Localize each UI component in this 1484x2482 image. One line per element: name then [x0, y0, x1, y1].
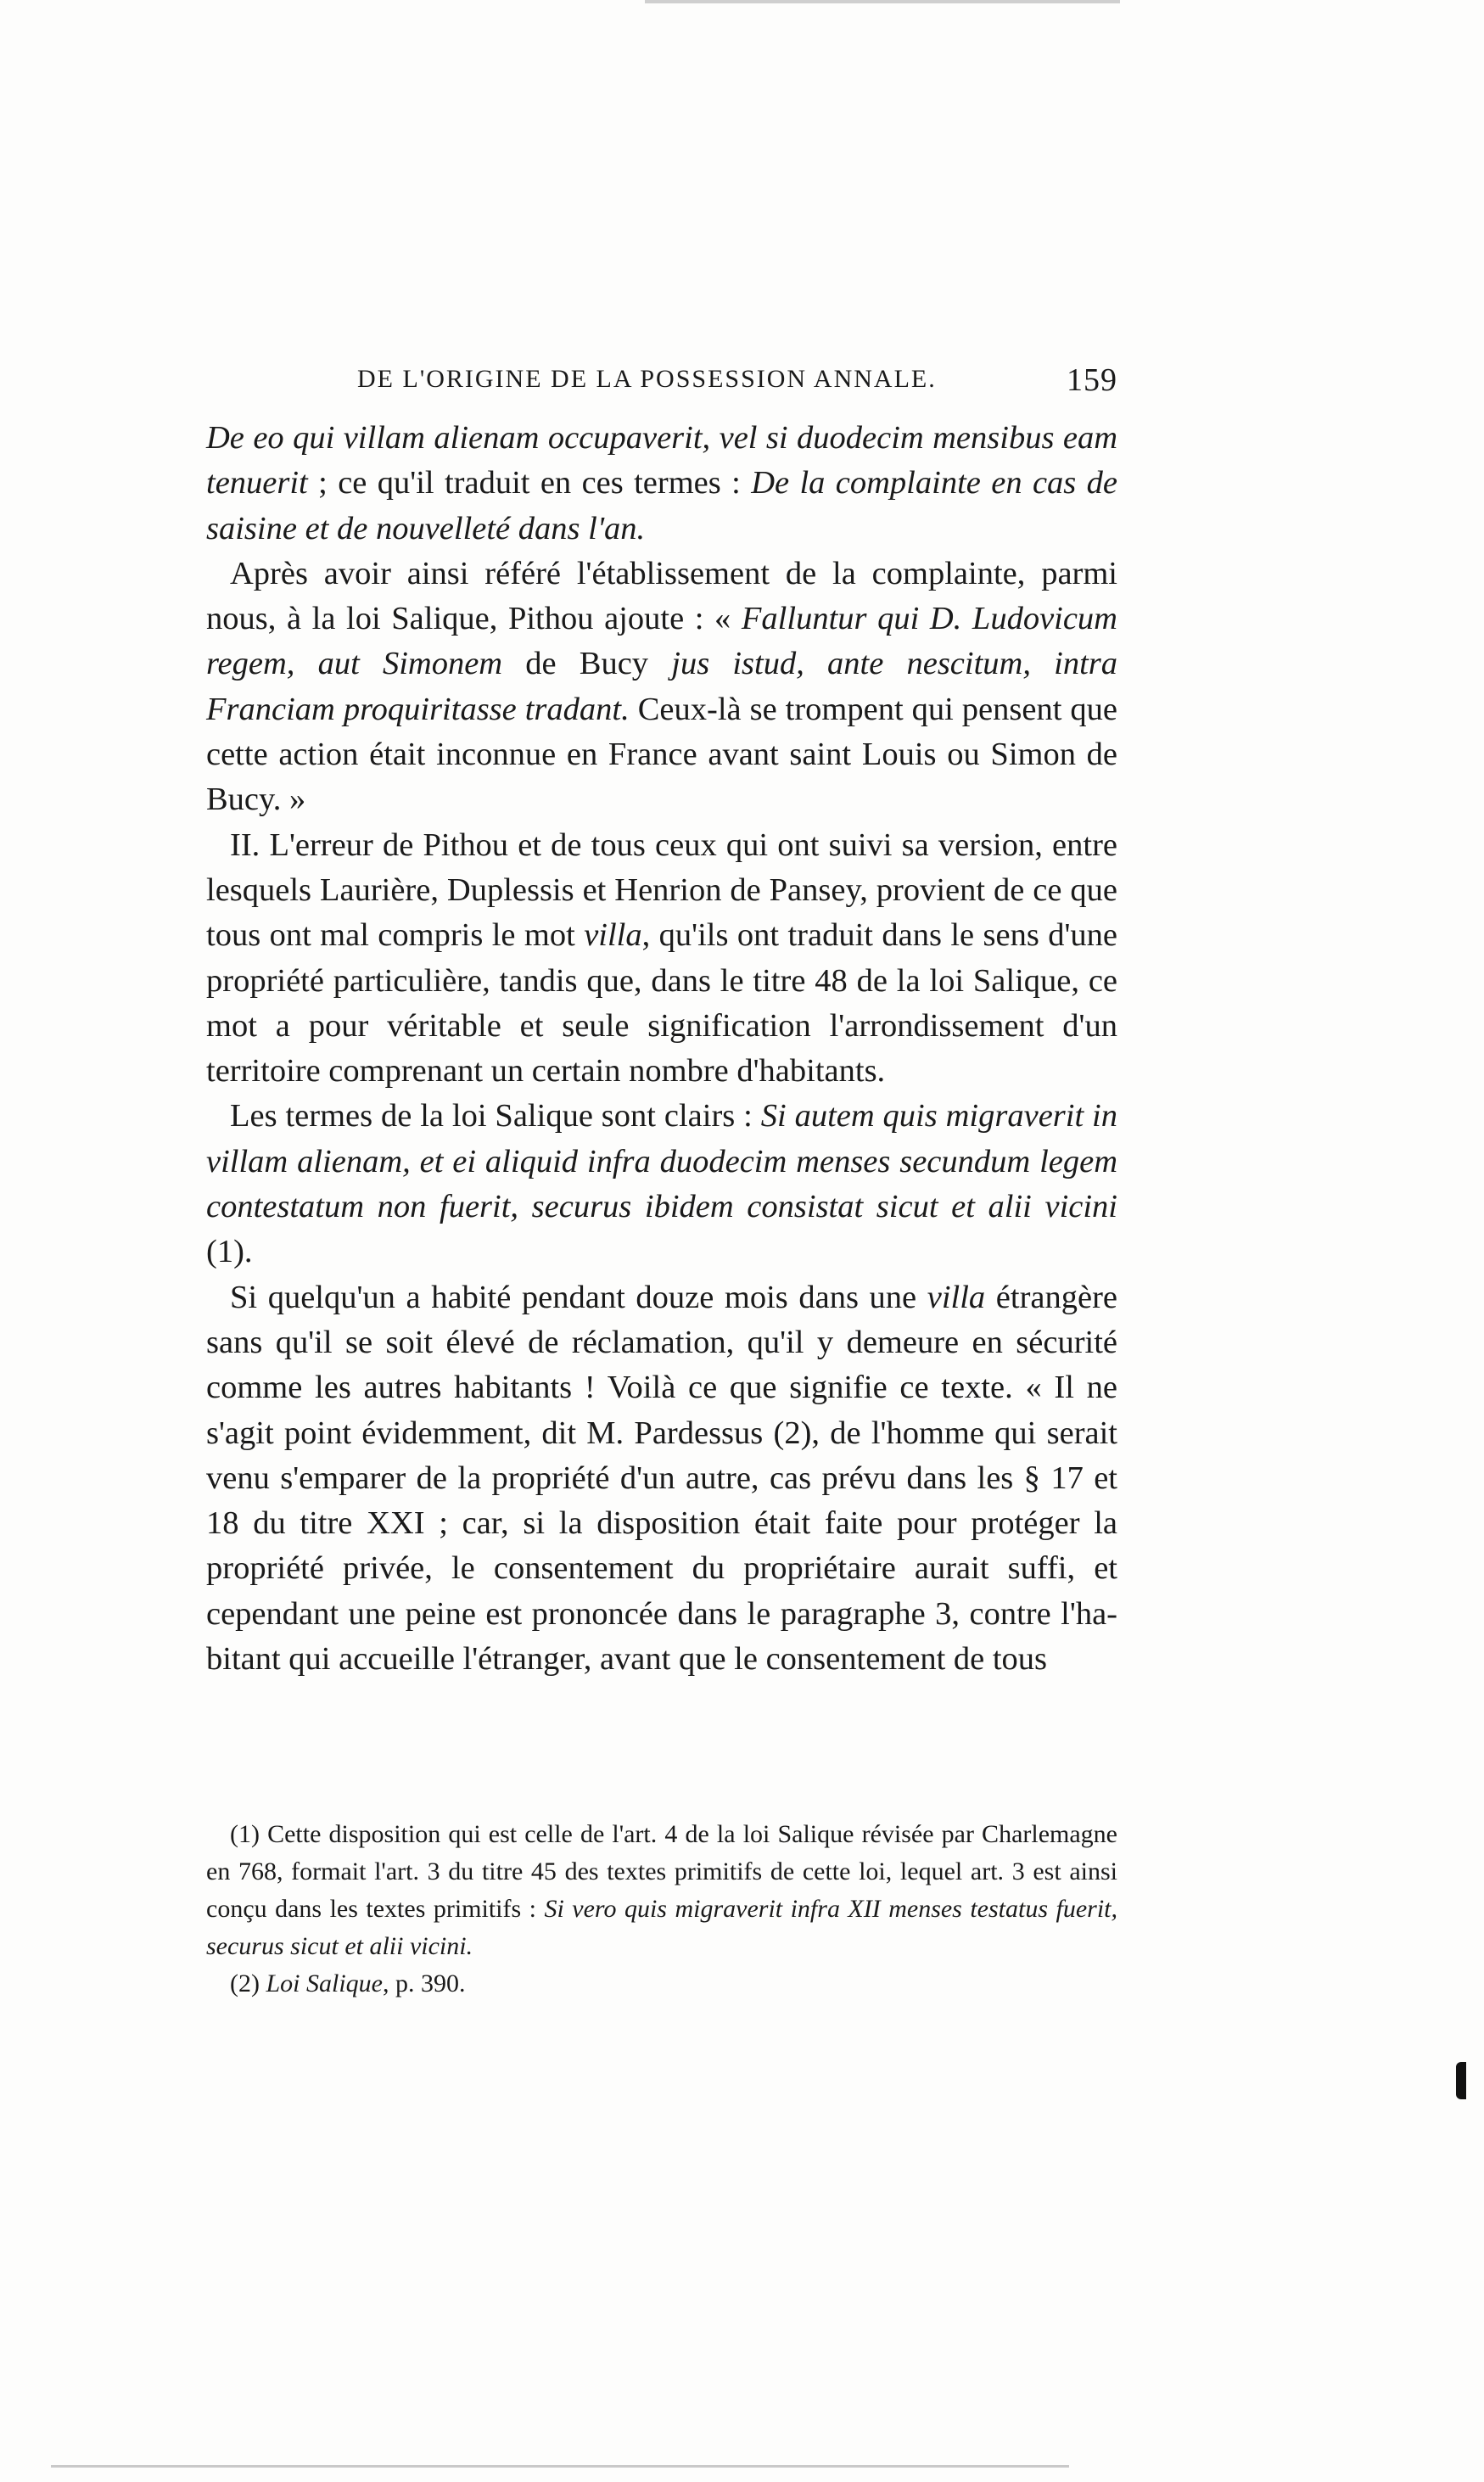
text-run: (2) [230, 1969, 266, 1997]
latin-quote: Si autem quis migraverit in villam alienam, et ei aliquid infra duodecim menses secundum legem contestatum non fuerit, securus ibidem consistat sicut et alii vicini [206, 1098, 1117, 1225]
latin-citation: De eo qui villam alienam occupaverit, vel si duodecim mensibus eam tenuerit [206, 420, 1117, 501]
french-translation: De la complainte en cas de saisine et de nouvelleté dans l'an. [206, 465, 1117, 546]
text-run: ; ce qu'il traduit en ces termes : [307, 465, 752, 501]
scan-artifact-mark [1456, 2062, 1466, 2099]
latin-quote: Falluntur qui D. Ludovicum regem, aut Simonem [206, 601, 1117, 682]
scan-edge-bottom [51, 2465, 1069, 2468]
page-header [206, 362, 1117, 399]
term-villa: villa [584, 917, 642, 954]
text-run: Ceux-là se trompent qui pensent que cette action était inconnue en France avant saint Louis ou Simon de Bucy. » [206, 691, 1117, 818]
text-run: II. L'erreur de Pithou et de tous ceux qui ont suivi sa version, entre lesquels Laurière, Duplessis et Henrion de Pansey, provient de ce que tous ont mal compris le mot [206, 826, 1117, 954]
text-run: Après avoir ainsi référé l'établissement de la complainte, parmi nous, à la loi Salique, Pithou ajoute : « [206, 555, 1117, 637]
text-run: , qu'ils ont traduit dans le sens d'une propriété particulière, tandis que, dans le titre 48 de la loi Salique, ce mot a pour véritable et seule signification l'arrondissement d'un territoire comprenant un certain nombre d'habitants. [206, 917, 1117, 1090]
term-villa: villa [927, 1279, 986, 1315]
footnotes [206, 1816, 1117, 2003]
page-number: 159 [1067, 362, 1117, 398]
paragraph-1 [206, 416, 1117, 552]
latin-quote: Si vero quis migraverit infra XII menses testatus fuerit, securus sicut et alii vicini. [206, 1895, 1117, 1960]
text-run: , p. 390. [383, 1969, 466, 1997]
text-run: de Bucy [502, 646, 672, 682]
text-run: Les termes de la loi Salique sont clairs : [230, 1098, 761, 1135]
text-run: étrangère sans qu'il se soit élevé de réclamation, qu'il y demeure en sécurité comme les autres habitants ! Voilà ce que signifie ce texte. « Il ne s'agit point évidemment, dit M. Pardessus (2), de l'homme qui serait venu s'emparer de la propriété d'un autre, cas prévu dans les § 17 et 18 du titre XXI ; car, si la disposition était faite pour protéger la propriété privée, le consentement du propriétaire aurait suffi, et cependant une peine est prononcée dans le paragraphe 3, contre l'habitant qui accueille l'étranger, avant que le consentement de tous [206, 1279, 1117, 1678]
text-run: (1) Cette disposition qui est celle de l'art. 4 de la loi Salique révisée par Charlemagne en 768, formait l'art. 3 du titre 45 des textes primitifs de cette loi, lequel art. 3 est ainsi conçu dans les textes primitifs : [206, 1820, 1117, 1923]
footnote-ref: (1). [206, 1234, 253, 1270]
text-run: Si quelqu'un a habité pendant douze mois dans une [230, 1279, 927, 1315]
body-text [206, 416, 1117, 1682]
latin-quote: jus istud, ante nescitum, intra Franciam proquiritasse tradant. [206, 646, 1118, 727]
paragraph-3 [206, 823, 1117, 1095]
footnote-2 [206, 1965, 1117, 2003]
footnote-1 [206, 1816, 1117, 1965]
running-title: DE L'ORIGINE DE LA POSSESSION ANNALE. [357, 365, 937, 393]
paragraph-5 [206, 1275, 1117, 1683]
paragraph-4 [206, 1094, 1117, 1275]
paragraph-2 [206, 552, 1117, 823]
work-title: Loi Salique [266, 1969, 383, 1997]
scan-edge-top [645, 0, 1120, 3]
